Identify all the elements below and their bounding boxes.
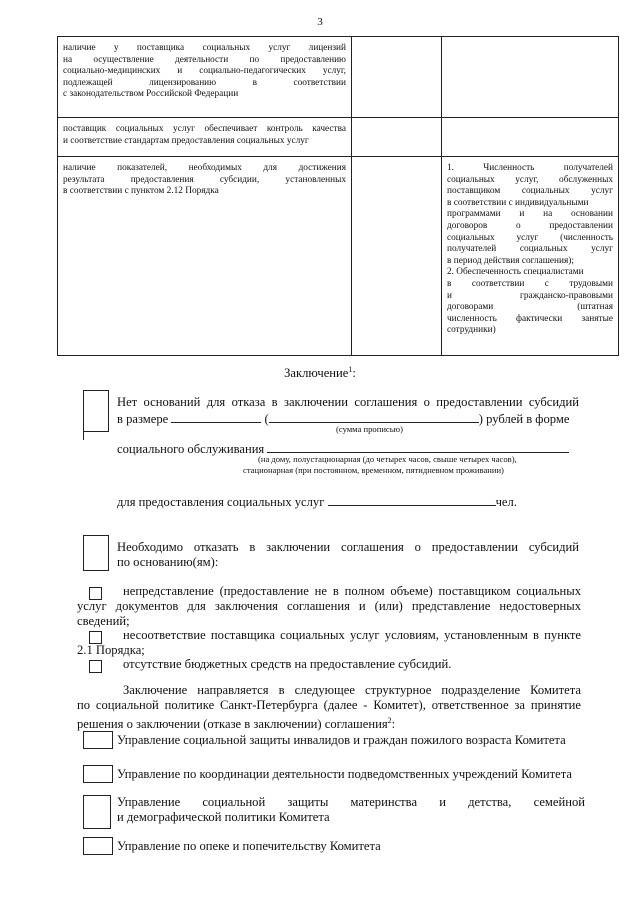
routing-suffix: : [391, 717, 396, 732]
criterion-line: результата предоставления субсидии, установленных [63, 174, 346, 185]
amount-words-field[interactable] [269, 410, 479, 423]
department-4-checkbox[interactable] [83, 837, 113, 855]
note-cell [442, 118, 619, 157]
no-grounds-line1: Нет оснований для отказа в заключении соглашения о предоставлении субсидий [117, 395, 579, 409]
conclusion-title-text: Заключение [284, 366, 349, 381]
services-count-line [117, 493, 587, 510]
services-count-label: для предоставления социальных услуг [117, 495, 325, 509]
reason-1-line3: сведений; [77, 614, 130, 628]
reason-2 [77, 628, 581, 658]
criterion-line: поставщик социальных услуг обеспечивает контроль качества [63, 124, 346, 134]
criterion-line: и соответствие стандартам предоставления социальных услуг [63, 135, 309, 146]
table-row [58, 157, 619, 356]
reason-1-line2: услуг документов для заключения соглашения и (или) представление недостоверных [77, 599, 581, 613]
department-3-label-line2: и демографической политики Комитета [117, 810, 330, 824]
department-3-label-line1: Управление социальной защиты материнства и детства, семейной [117, 795, 585, 809]
note-line: 2. Обеспеченность специалистами [447, 267, 584, 278]
bracket-line [83, 430, 84, 440]
value-cell [352, 157, 442, 356]
note-cell [442, 157, 619, 356]
note-line: получателей социальных услуг [447, 244, 613, 255]
note-line: поставщиком социальных услуг [447, 186, 613, 197]
criterion-line: наличие у поставщика социальных услуг лицензий [63, 43, 346, 53]
value-cell [352, 37, 442, 118]
department-2-label: Управление по координации деятельности подведомственных учреждений Комитета [117, 767, 572, 781]
amount-suffix: ) рублей в форме [478, 412, 570, 426]
department-4-label: Управление по опеке и попечительству Комитета [117, 839, 381, 853]
page-number: 3 [317, 16, 323, 28]
amount-number-field[interactable] [171, 410, 261, 423]
department-2-checkbox[interactable] [83, 765, 113, 783]
criterion-cell [58, 118, 352, 157]
footnote-marker: 2 [387, 716, 392, 725]
value-cell [352, 118, 442, 157]
note-line: социальных услуг (численность [447, 232, 613, 243]
note-line: в период действия соглашения); [447, 255, 574, 266]
reason-2-line2: 2.1 Порядка; [77, 643, 145, 657]
note-line: численность фактически занятые [447, 313, 613, 324]
routing-line2: по социальной политике Санкт-Петербурга (далее - Комитет), ответственное за принятие [77, 698, 581, 712]
service-form-label: социального обслуживания [117, 442, 265, 456]
no-grounds-checkbox[interactable] [83, 390, 109, 432]
services-count-unit: чел. [495, 495, 517, 509]
department-1-checkbox[interactable] [83, 731, 113, 749]
note-line: договорами (штатная [447, 302, 613, 313]
reason-1 [77, 584, 581, 629]
note-line: договоров о предоставлении [447, 220, 613, 231]
criterion-line: с законодательством Российской Федерации [63, 89, 239, 100]
department-1-label: Управление социальной защиты инвалидов и граждан пожилого возраста Комитета [117, 733, 566, 747]
note-line: в соответствии с трудовыми [447, 278, 613, 289]
open-paren: ( [264, 412, 269, 426]
routing-paragraph [77, 683, 581, 732]
service-form-hint-2: стационарная (при постоянном, временном, пятидневном проживании) [243, 465, 504, 475]
routing-line3 [77, 713, 581, 732]
criterion-line: социально-медицинских и социально-педагогических услуг, [63, 66, 346, 77]
note-cell [442, 37, 619, 118]
service-form-hint-1: (на дому, полустационарная (до четырех часов, свыше четырех часов), [258, 454, 517, 464]
reason-1-line1: непредставление (предоставление не в полном объеме) поставщиком социальных [123, 584, 581, 598]
routing-line3-text: решения о заключении (отказе в заключении) соглашения [77, 717, 388, 732]
criterion-line: наличие показателей, необходимых для достижения [63, 163, 346, 173]
refuse-line2: по основанию(ям): [117, 555, 219, 569]
note-line: в соответствии с индивидуальными [447, 197, 589, 208]
amount-prefix: в размере [117, 412, 169, 426]
note-line: социальных услуг, обслуженных [447, 174, 613, 185]
refuse-checkbox[interactable] [83, 535, 109, 571]
criterion-line: в соответствии с пунктом 2.12 Порядка [63, 186, 219, 197]
note-line: 1. Численность получателей [447, 163, 613, 173]
note-line: сотрудники) [447, 325, 496, 336]
department-3-checkbox[interactable] [83, 795, 111, 829]
criterion-line: подлежащей лицензированию в соответствии [63, 77, 346, 88]
routing-line1: Заключение направляется в следующее структурное подразделение Комитета [123, 683, 581, 697]
reason-2-line1: несоответствие поставщика социальных услуг условиям, установленным в пункте [123, 628, 581, 642]
note-line: программами и на основании [447, 209, 613, 220]
criterion-cell [58, 157, 352, 356]
service-form-field[interactable] [267, 440, 569, 453]
conclusion-title [0, 362, 640, 381]
footnote-marker: 1 [348, 365, 353, 374]
note-line: и гражданско-правовыми [447, 290, 613, 301]
table-row [58, 37, 619, 118]
services-count-field[interactable] [328, 493, 496, 506]
criterion-line: на осуществление деятельности по предоставлению [63, 54, 346, 65]
conclusion-title-suffix: : [352, 366, 356, 381]
criterion-cell [58, 37, 352, 118]
amount-hint: (сумма прописью) [336, 424, 403, 434]
table-row [58, 118, 619, 157]
refuse-line1: Необходимо отказать в заключении соглашения о предоставлении субсидий [117, 540, 579, 554]
reason-3-checkbox[interactable] [89, 660, 102, 673]
reason-3-line1: отсутствие бюджетных средств на предоставление субсидий. [123, 657, 452, 671]
criteria-table [57, 36, 619, 356]
